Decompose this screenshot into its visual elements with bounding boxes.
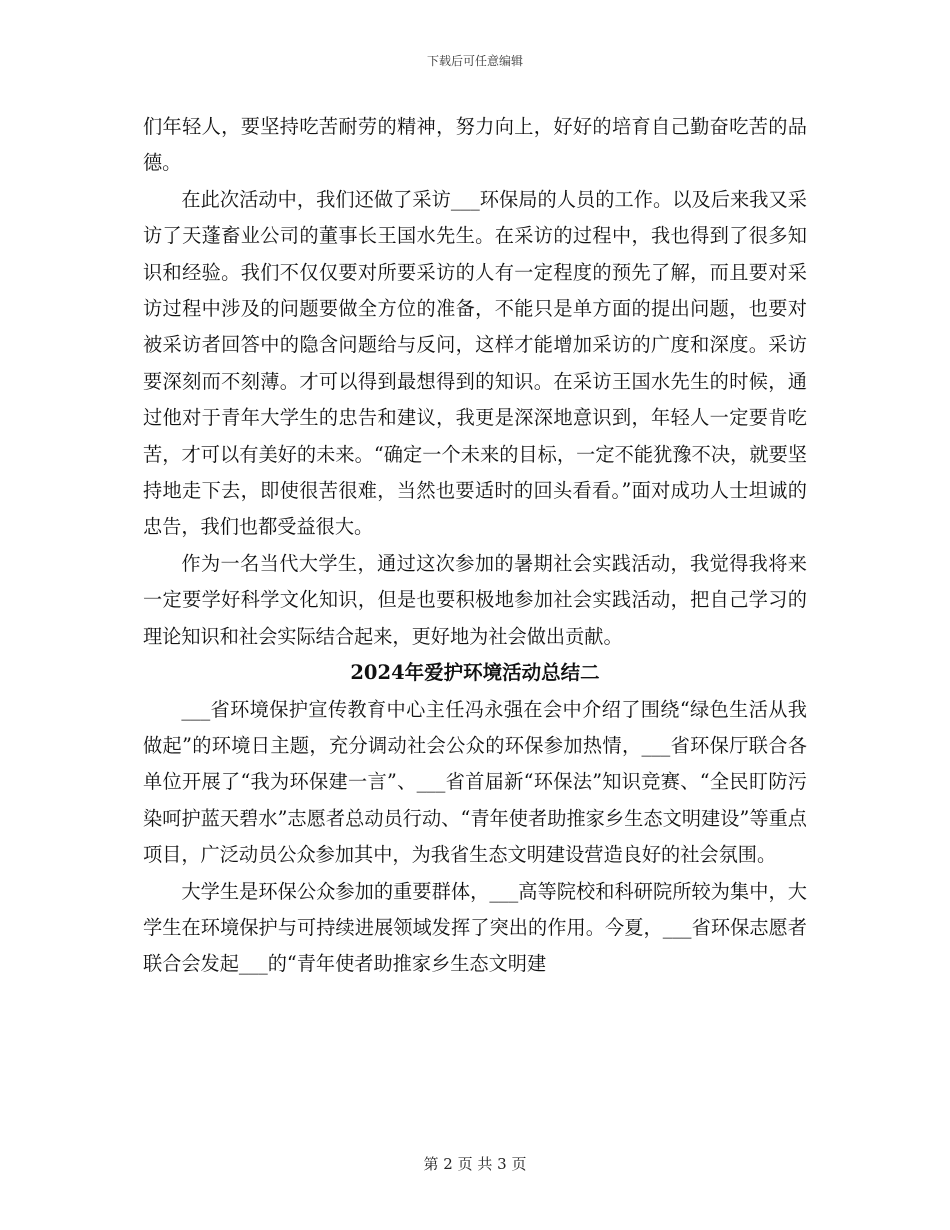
page-header-note: 下载后可任意编辑	[426, 54, 523, 68]
paragraph-4: ___省环境保护宣传教育中心主任冯永强在会中介绍了围绕“绿色生活从我做起”的环境日主题，充分调动社会公众的环保参加热情，___省环保厅联合各单位开展了“我为环保建一言”、___省首届新“环保法”知识竞赛、“全民盯防污染呵护蓝天碧水”志愿者总动员行动、“青年使者助推家乡生态文明建设”等重点项目，广泛动员公众参加其中，为我省生态文明建设营造良好的社会氛围。	[143, 697, 807, 867]
paragraph-1: 们年轻人，要坚持吃苦耐劳的精神，努力向上，好好的培育自己勤奋吃苦的品德。	[143, 115, 807, 175]
section-title: 2024年爱护环境活动总结二	[350, 661, 600, 685]
page-footer-number: 第 2 页 共 3 页	[423, 1155, 527, 1173]
paragraph-5: 大学生是环保公众参加的重要群体，___高等院校和科研院所较为集中，大学生在环境保护与可持续进展领域发挥了突出的作用。今夏，___省环保志愿者联合会发起___的“青年使者助推家乡生态文明建	[143, 879, 807, 976]
paragraph-3: 作为一名当代大学生，通过这次参加的暑期社会实践活动，我觉得我将来一定要学好科学文化知识，但是也要积极地参加社会实践活动，把自己学习的理论知识和社会实际结合起来，更好地为社会做出贡献。	[143, 551, 807, 648]
document-body	[143, 109, 807, 983]
paragraph-2: 在此次活动中，我们还做了采访___环保局的人员的工作。以及后来我又采访了天蓬畜业公司的董事长王国水先生。在采访的过程中，我也得到了很多知识和经验。我们不仅仅要对所要采访的人有一定程度的预先了解，而且要对采访过程中涉及的问题要做全方位的准备，不能只是单方面的提出问题，也要对被采访者回答中的隐含问题给与反问，这样才能增加采访的广度和深度。采访要深刻而不刻薄。才可以得到最想得到的知识。在采访王国水先生的时候，通过他对于青年大学生的忠告和建议，我更是深深地意识到，年轻人一定要肯吃苦，才可以有美好的未来。“确定一个未来的目标，一定不能犹豫不决，就要坚持地走下去，即使很苦很难，当然也要适时的回头看看。”面对成功人士坦诚的忠告，我们也都受益很大。	[143, 187, 807, 539]
